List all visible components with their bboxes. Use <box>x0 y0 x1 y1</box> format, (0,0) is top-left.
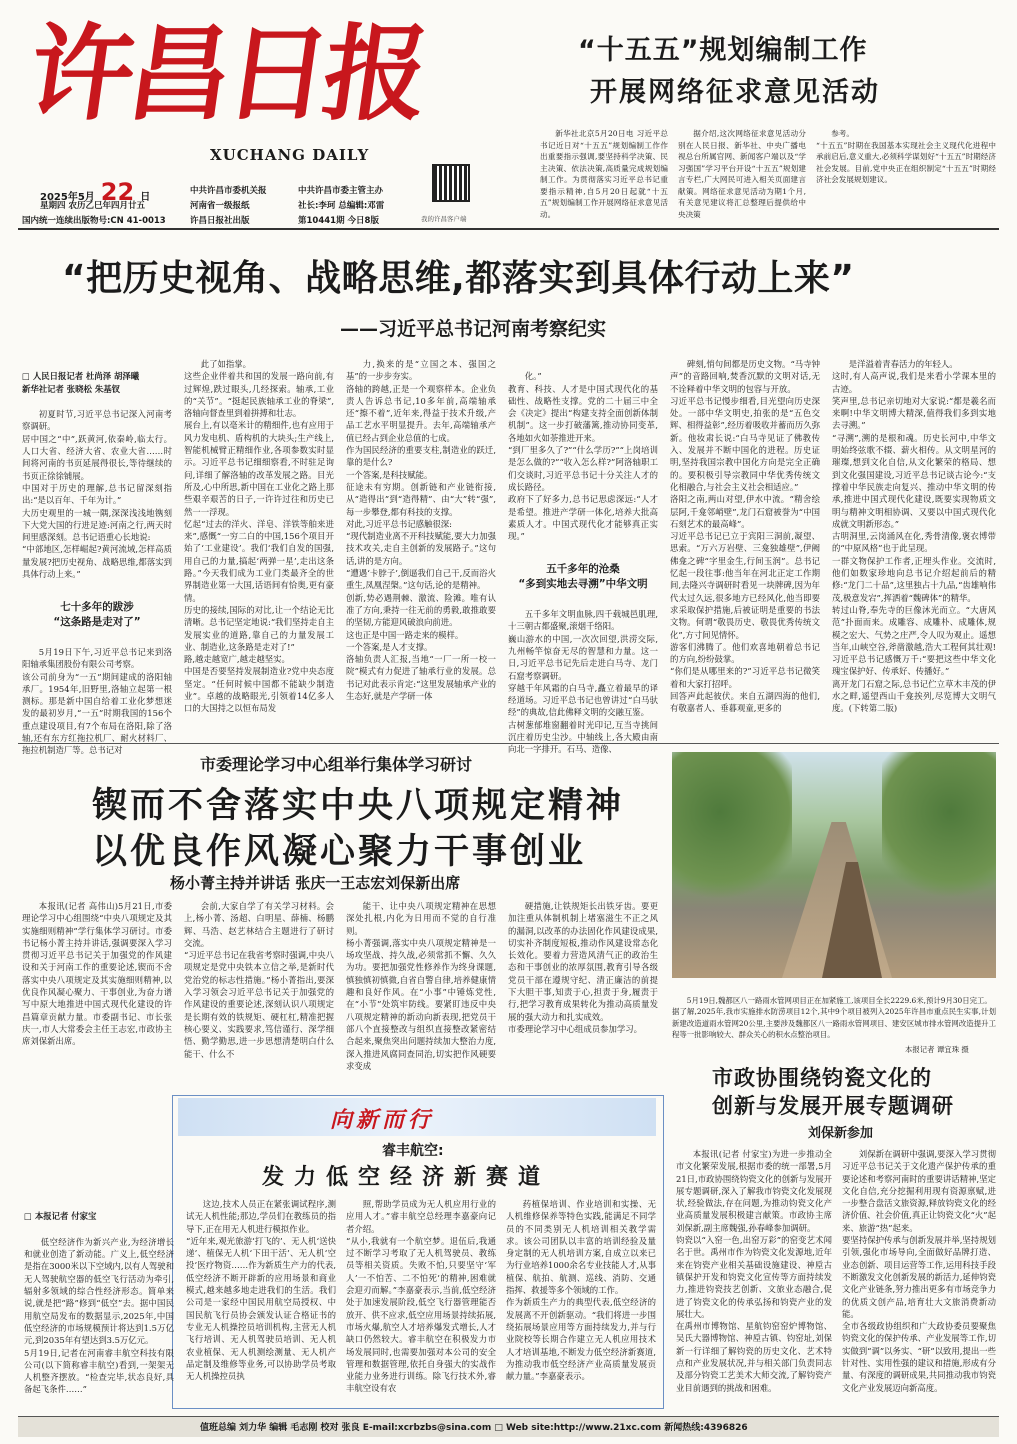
date-suffix: 日 <box>140 192 151 203</box>
ceramics-title-2: 创新与发展开展专题调研 <box>712 1094 954 1118</box>
study-col-4 <box>508 900 658 1080</box>
aviation-banner-text: 向新而行 <box>330 1108 435 1133</box>
aviation-banner <box>178 1098 656 1136</box>
aviation-company: 睿丰航空: <box>382 1143 444 1159</box>
sponsor-org: 中共许昌市委主管主办 <box>298 186 384 196</box>
aviation-col-1 <box>24 1198 174 1408</box>
qr-code[interactable] <box>432 164 470 202</box>
date-prefix: 2025年5月 <box>40 192 95 203</box>
lead-col-1 <box>22 358 172 756</box>
footer-text: 值班总编 刘力华 编辑 毛志刚 校对 张良 E-mail:xcrbzbs@sina.com □ Web site:http://www.21xc.com 新闻热线:4396826 <box>200 1423 748 1433</box>
photo-credit: 本报记者 谭宜珠 摄 <box>905 1045 969 1054</box>
ceramics-subtitle: 刘保新参加 <box>808 1126 874 1141</box>
qr-caption: 我的许昌客户端 <box>421 215 467 223</box>
photo-trees-right <box>882 752 996 902</box>
lead-text-1: 初夏时节,习近平总书记深入河南考察调研。 居中国之“中”,跃黄河,依秦岭,临太行。人口大省、经济大省、农业大省……时间将河南的书页延展得很长,等待继续的书页正徐徐铺展。 中国对于历史的理解,总书记留深刻指出:“是以百年、千年为计。” 大历史观里的一城一隅,深深浅浅地镌刻下大党大国的行进足迹:河南之行,两天时间里感深刻。总书记语重心长地说: “中部地区,怎样崛起?黄河流域,怎样高质量发展?把历史视角、战略思维,都落实到具体行动上来。” <box>22 409 172 580</box>
ceramics-title-1: 市政协围绕钧瓷文化的 <box>712 1066 932 1090</box>
lead-text-3: 力,换来的是“立国之本、强国之基”的一步步夯实。 洛轴的跨越,正是一个观察样本。企业负责人告诉总书记,10多年前,高端轴承还“擦不着”,近年来,得益于技术升级,产品工艺水平明显提升。去年,高端轴承产值已经占到企业总值的七成。 作为国民经济的重要支柱,制造业的跃迁,靠的是什么? 一个答案,是科技赋能。 征途未有穷期。创新链和产业链衔接,从“造得出”到“造得精”、由“大”转“强”,每一步攀登,都有科技的支撑。 对此,习近平总书记感触很深: “现代制造业离不开科技赋能,要大力加强技术攻关,走自主创新的发展路子。”这句话,讲的是方向。 “遭遇‘卡脖子’,倒逼我们自己干,反而浴火重生,凤凰涅槃。”这句话,论的是精神。 创新,势必遇荆棘、激流、险滩。唯有认准了方向,秉持一往无前的勇毅,敢推敢要的坚韧,方能迎风破浪向前进。 这也正是中国一路走来的模样。 一个答案,是人才支撑。 洛轴负责人汇报,当地“一厂一所一校一院”模式有力促进了轴承行业的发展。总书记对此表示肯定:“这里发展轴承产业的生态好,就是产学研一体 <box>346 359 496 702</box>
lead-text-6: 是洋溢着青春活力的年轻人。 这时,有人高声说,我们是来看小学课本里的古迹。 笑声里,总书记亲切地对大家说:“都是羲名而来啊!中华文明博大精深,值得我们多到实地去寻溯。” “寻溯”,溯的是根和魂。历史长河中,中华文明始终弦歌不辍、薪火相传。从文明星河的璀璨,想到文化自信,从文化繁荣的格局、想到文化强国建设,习近平总书记谈古论今:“支撑着中华民族走向复兴、推动中华文明的传承,推进中国式现代化建设,既要实现物质文明与精神文明相协调、又要以中国式现代化成就文明新形态。” 古明洞里,云岗涌风在化,秀骨清像,褒衣博带的“中原风格”也于此呈现。 一群文物保护工作者,正埋头作业。交流时,他们如数家珍地向总书记介绍起前后的精修:“龙门二十品”,这里独占十九品,“齿雄响伟茂,极意发宕”,挥洒着“魏碑体”的精华。 转过山脊,奉先寺的巨像沐光而立。“大唐风范”扑面而来。成雕容、成雕朴、成雕体,规模之宏大、气势之庄严,令人叹为观止。遥想当年,山峡空谷,斧凿激越,浩大工程何其壮观!习近平总书记感慨万千:“要把这些中华文化瑰宝保护好、传承好、传播好。” 离开龙门石窟之际,总书记伫立草木丰茂的伊水之畔,遥望西山千龛挨列,尽览博大文明气度。(下转第二版) <box>832 359 996 714</box>
lead-col-3 <box>346 358 496 738</box>
lead-text-2: 此了如指掌。 这些企业伴着共和国的发展一路向前,有过辉煌,跌过眼头,几经探索。轴承,工业的“关节”。“挺起民族轴承工业的脊梁”,洛轴向督查里到着拼搏和壮志。 展台上,有以毫米计的精细件,也有应用于风力发电机、盾构机的大块头;生产线上,智能机械臂正精细作业,各项参数实时显示。习近平总书记细细察看,不时驻足询问,详细了解洛轴的改革发展之路。目光所及,心中所思,新中国在工业化之路上那些艰辛艰苦的日子,一许许过往和历史已然一一浮现。 忆起“过去的洋火、洋皂、洋铁等舶来进来”,感慨“一穷二白的中国,156个项目开始了‘工业建设’。我们‘我们自发的国强,用自己的力量,搞起‘两弹一星’,走出这条路。”今天我们成为工业门类最齐全的世界制造业第一大国,话语间有恰奥,更有豪情。 历史的接续,国际的对比,让一个结论无比清晰。总书记坚定地说:“我们坚持走自主发展实业的道路,靠自己的力量发展工业、制造业,这条路是走对了!” 路,越走越宽广,越走越坚实。 中国是否要坚持发展制造业?党中央态度坚定。“任何时候中国都不能缺少制造业”。卓越的战略眼光,引领着14亿多人口的大国持之以恒布局发 <box>184 359 334 714</box>
study-col-3 <box>346 900 496 1080</box>
aviation-title: 发力低空经济新赛道 <box>262 1165 551 1190</box>
aviation-col-2 <box>186 1198 336 1408</box>
top-story-title-1: “十五五”规划编制工作 <box>578 35 868 66</box>
masthead-rule <box>18 228 999 230</box>
study-title-2: 以优良作风凝心聚力干事创业 <box>92 832 587 872</box>
aviation-text-2: 这边,技术人员正在紧张调试程序,测试无人机性能;那边,学员们在教练员的指导下,正在用无人机进行模拟作业。 “近年来,观光旅游‘打飞的’、无人机‘送快递’、植保无人机‘下田干活’、无人机‘空投’医疗物资……作为新质生产力的代表,低空经济不断开辟新的应用场景和商业模式,越来越多地走进我们的生活。我们公司是一家经中国民用航空局授权、中国民航飞行员协会颁发认证合格证书的专业无人机操控员培训机构,主营无人机飞行培训、无人机驾驶员培训、无人机农业植保、无人机测绘测量、无人机产品定制及维修等业务,可以协助学员考取无人机操控员执 <box>186 1199 336 1382</box>
ceramics-col-1 <box>676 1148 832 1410</box>
lead-text-1b: 5月19日下午,习近平总书记来到洛阳轴承集团股份有限公司考察。 该公司前身为“一五”期间建成的洛阳轴承厂。1954年,旧野里,洛轴立起第一根测标。那是新中国自给着工业化梦想迷发的最初岁月,“一五”时期我国的156个重点建设项目,有7个布局在洛阳,除了洛轴,还有东方红拖拉机厂、耐火材料厂、拖拉机制造厂等。总书记对 <box>22 646 172 756</box>
aviation-text-3: 照,帮助学员成为无人机应用行业的应用人才。”睿丰航空总经理李嘉豪向记者介绍。 “从小,我就有一个航空梦。退伍后,我通过不断学习考取了无人机驾驶员、教练员等相关资质。失败不怕,只要坚守‘军人’一不怕苦、二不怕死’的精神,困难就会迎刃而解。”李嘉豪表示,当前,低空经济处于加速发展阶段,低空飞行器管理能否放开、供不应求,低空应用场景持续拓展,市场火爆,航空人才培养爆发式增长,人才缺口仍然较大。睿丰航空在积极发力市场发展同时,也需要加强对本公司的安全管理和数据管理,依托自身强大的实战作业能力业务进行训练。除飞行技术外,睿丰航空设有农 <box>346 1199 496 1394</box>
study-text-4: 硬措施,让铁规矩长出铁牙齿。要更加注重从体制机制上堵塞滋生不正之风的漏洞,以改革的办法固化作风建设成果,切实补齐制度短板,推动作风建设常态化长效化。要着力营造风清气正的政治生态和干事创业的浓厚氛围,教育引导各级党员干部在遵规守纪、清正廉洁的前提下大胆干事,知责于心,担责于身,履责于行,把学习教育成果转化为推动高质量发展的强大动力和扎实成效。 市委理论学习中心组成员参加学习。 <box>508 901 658 1034</box>
newspaper-logo: 许昌日报 <box>21 12 431 135</box>
study-subtitle: 杨小菁主持并讲话 张庆一王志宏刘保新出席 <box>170 874 461 892</box>
aviation-col-3 <box>346 1198 496 1408</box>
date-day: 22 <box>100 178 135 206</box>
lead-subhead-1: 七十多年的跋涉 “这条路是走对了” <box>53 600 141 628</box>
study-kicker: 市委理论学习中心组举行集体学习研讨 <box>200 755 473 774</box>
aviation-text-4: 药植保培训、作业培训和实操、无人机维修保养等特色实践,能满足不同学员的不同类别无人机培训相关教学需求。该公司团队以丰富的培训经验及量身定制的无人机培训方案,自成立以来已为行业培养1000余名专业技能人才,从事植保、航拍、航测、巡线、消防、交通指挥、救援等多个领域的工作。 作为新质生产力的典型代表,低空经济的发展离不开创新驱动。“我们将进一步围绕拓展场景应用等方面持续发力,并与行业院校等长期合作建立无人机应用技术人才培训基地,不断发力低空经济新赛道,为推动我市低空经济产业高质量发展贡献力量。”李嘉豪表示。 <box>506 1199 656 1382</box>
aviation-text-1: 低空经济作为新兴产业,为经济增长和就业创造了新动能。广义上,低空经济是指在3000米以下空域内,以有人驾驶和无人驾驶航空器的低空飞行活动为牵引,辐射多领域的综合性经济形态。简单来说,就是把“路”修到“低空”去。据中国民用航空局发布的数据显示,2025年,中国低空经济的市场规模预计将达到1.5万亿元,到2035年有望达到3.5万亿元。 5月19日,记者在河南睿丰航空科技有限公司(以下简称睿丰航空)看到,一架架无人机整齐摆放。“检查完毕,状态良好,具备起飞条件……” <box>24 1236 174 1395</box>
study-col-2 <box>184 900 334 1080</box>
ceramics-text-1: 本报讯(记者 付家宝)为进一步推动全市文化繁荣发展,根据市委的统一部署,5月21日,市政协围绕钧瓷文化的创新与发展开展专题调研,深入了解我市钧瓷文化发展现状,经验做法,存在问题,为推动钧瓷文化产业高质量发展积极建言献策。市政协主席刘保新,副主席魏强,孙春峰参加调研。 钧瓷以“入窑一色,出窑万彩”的窑变艺术闻名于世。禹州市作为钧瓷文化发源地,近年来在钧瓷产业相关基础设施建设、神垕古镇保护开发和钧瓷文化宣传等方面持续发力,推进钧瓷技艺创新、文旅业态融合,促进了钧瓷文化的传承弘扬和钧瓷产业的发展壮大。 在禹州市博物馆、星航钧窑窑炉博物馆、吴氏大器博物馆、神垕古镇、钧窑址,刘保新一行详细了解钧瓷的历史文化、艺术特点和产业发展状况,并与相关部门负责同志及部分钧瓷工艺美术大师交流,了解钧瓷产业目前遇到的挑战和困难。 <box>676 1149 832 1393</box>
weekday-lunar: 星期四 农历乙巳年四月廿五 <box>40 201 145 211</box>
logo-pinyin: XUCHANG DAILY <box>210 146 370 164</box>
editors-line: 社长:李珂 总编辑:邓雷 <box>298 201 385 211</box>
lead-col-4 <box>508 358 658 755</box>
top-story-title-2: 开展网络征求意见活动 <box>590 77 880 108</box>
publisher-name: 许昌日报社出版 <box>190 216 250 226</box>
lead-text-5: 碑刻,悄句间都是历史文物。“马寺钟声”的音路回响,焚香沉默的文明对话,无不诠释着中华文明的包容与开放。 习近平总书记慢步细看,目光望向历史深处。一部中华文明史,拍张的是“五色交辉、相得益彰”,经历着吸收并蓄而历久弥新。他妆肃长说:“白马寺见证了佛教传入、发展并不断中国化的进程。历史证明,坚持我国宗教中国化方向是完全正确的。要积极引导宗教同中华优秀传统文化相融合,与社会主义社会相适应。” 洛阳之南,两山对望,伊水中流。“精舍绘层阿,千龛邻峭壁”,龙门石窟被誉为“中国石刻艺术的最高峰”。 习近平总书记已立于宾阳三洞前,凝望、思索。“万六万岩壁、三龛独雄壁”,伊阙佛龛之碑“字里金生,行间玉润”。总书记忆起一段往事:他当年在河北正定工作期间,去隆兴寺调研时看见一块牌碑,因为年代太过久远,很多地方已经风化,他当即要求采取保护措施,后被证明是重要的书法文物。何谓“敬畏历史、敬畏优秀传统文化”,方寸间见情怀。 游客们沸腾了。他们欢喜地朝着总书记的方向,纷纷鼓掌。 “你们是从哪里来的?”习近平总书记微笑着和大家打招呼。 回答声此起彼伏。来自五湖四海的他们,有敬嘉者人、垂暮观童,更多的 <box>670 359 820 714</box>
study-text-1: 本报讯(记者 高伟山)5月21日,市委理论学习中心组围绕“中央八项规定及其实施细则精神”学行集体学习研讨。市委书记杨小菁主持并讲话,强调要深入学习贯彻习近平总书记关于加强党的作风建设和关于河南工作的重要论述,锲而不舍落实中央八项规定及其实施细则精神,以优良作风凝心聚力、干事创业,为奋力谱写中原大地推进中国式现代化建设的许昌篇章贡献力量。市委副书记、市长张庆一,市人大常委会主任王志宏,市政协主席刘保新出席。 <box>22 901 172 1047</box>
issue-number: 第10441期 今日8版 <box>298 216 379 226</box>
news-photo-drainage-works <box>672 752 996 978</box>
lead-col-5 <box>670 358 820 738</box>
top-story-col-1 <box>540 128 668 218</box>
study-text-3: 能干、让中央八项规定精神在思想深处扎根,内化为日用而不觉的自行准则。 杨小菁强调,落实中央八项规定精神是一场攻坚战、持久战,必须常抓不懈、久久为功。要把加强党性修养作为终身课题,慎独慎初慎微,自省自警自律,培养健康情趣和良好作风。在“小事”中锤炼党性,在“小节”处筑牢防线。要紧盯违反中央八项规定精神的新动向新表现,把党员干部八个直接整改与组织直接整改紧密结合起来,聚焦突出问题持续加大整治力度,深入推进风腐同查同治,切实把作风硬要求变成 <box>346 901 496 1071</box>
top-story-col-2 <box>678 128 806 218</box>
top-story-text-3: 参考。 “十五五”时期在我国基本实现社会主义现代化进程中承前启后,意义重大,必须科学谋划好“十五五”时期经济社会发展。目前,党中央正在组织制定“十五五”时期经济社会发展规划建议。 <box>816 129 996 184</box>
lead-subtitle: ——习近平总书记河南考察纪实 <box>340 318 607 340</box>
lead-bottom-rule <box>18 743 999 744</box>
photo-caption <box>672 983 996 1053</box>
publisher-org: 中共许昌市委机关报 <box>190 186 267 196</box>
footer-bar <box>18 1416 999 1437</box>
aviation-col-4 <box>506 1198 656 1408</box>
ceramics-text-2: 刘保新在调研中强调,要深入学习贯彻习近平总书记关于文化遗产保护传承的重要论述和考察河南时的重要讲话精神,坚定文化自信,充分挖掘利用现有资源禀赋,进一步整合盘活文旅资源,释放钧瓷文化的经济价值、社会价值,真正让钧瓷文化“火”起来、旅游“热”起来。 要坚持保护传承与创新发展并举,坚持规划引领,强化市场导向,全面做好品牌打造、业态创新、项目运营等工作,运用科技手段不断激发文化创新发展的新活力,延伸钧瓷文化产业链条,努力推出更多有市场竞争力的优质文创产品,培育壮大文旅消费新动能。 全市各级政协组织和广大政协委员要聚焦钧瓷文化的保护传承、产业发展等工作,切实做到“调”以务实、“研”以致用,提出一些针对性、实用性强的建议和措施,形成有分量、有深度的调研成果,共同推动我市钧瓷文化产业发展迈向新高度。 <box>842 1149 996 1393</box>
top-story-text-2: 据介绍,这次网络征求意见活动分别在人民日报、新华社、中央广播电视总台所属官网、新闻客户端以及“学习强国”学习平台开设“十五五”规划建言专栏,广大网民可进入相关页面建言献策。网络征求意见活动为期1个月,有关意见建议将汇总整理后提供给中央决策 <box>678 129 806 219</box>
study-col-1 <box>22 900 172 1080</box>
ceramics-col-2 <box>842 1148 996 1410</box>
lead-col-2 <box>184 358 334 738</box>
study-title-1: 锲而不舍落实中央八项规定精神 <box>92 786 625 826</box>
study-text-2: 会前,大家自学了有关学习材料。会上,杨小菁、汤超、白明星、薛楠、杨鹏辉、马浩、赵艺林结合主题进行了研讨交流。 “习近平总书记在我省考察时强调,中央八项规定是党中央铁本立信之举,是新时代党治党的标志性措施。”杨小菁指出,要深入学习领会习近平总书记关于加强党的作风建设的重要论述,深刻认识八项规定是长期有效的铁规矩、硬杠杠,精准把握核心要义、实践要求,笃信谨行、深学细悟、勤学勤思,进一步思想清楚明白什么能干、什么不 <box>184 901 334 1059</box>
lead-title: “把历史视角、战略思维,都落实到具体行动上来” <box>62 258 855 299</box>
photo-caption-text: 5月19日,魏都区八一路雨水管网项目正在加紧施工,该项目全长2229.6米,预计9月30日完工。 据了解,2025年,我市实施排水防涝项目12个,其中9个项目被列入2025年许昌市重点民生实事,计划新建改造道雨水管网20公里,主要涉及魏都区八一路雨水管网项目、建安区城市排水管网改造提升工程等一批影响较大、群众关心的积水点整治项目。 <box>672 995 996 1040</box>
lead-text-4: 化。” 教育、科技、人才是中国式现代化的基础性、战略性支撑。党的二十届三中全会《决定》提出“构建支持全面创新体制机制”。这一步打破藩篱,推动协同变革,各地如火如荼推进开来。 “到厂里多久了?”“什么学历?”“上岗培训是怎么做的?”“收入怎么样?”阿洛轴职工们交谈时,习近平总书记十分关注人才的成长路径。 政府下了好多力,总书记思虑深远:“人才是希望。推进产学研一体化,培养大批高素质人才。中国式现代化才能够真正实现。” <box>508 371 658 542</box>
cn-number: 国内统一连续出版物号:CN 41-0013 <box>22 216 166 226</box>
aviation-byline: □ 本报记者 付家宝 <box>24 1211 97 1222</box>
lead-col-6 <box>832 358 996 738</box>
lead-byline: □ 人民日报记者 杜尚泽 胡泽曦 新华社记者 张晓松 朱基钗 <box>22 371 140 394</box>
publisher-grade: 河南省一级报纸 <box>190 201 250 211</box>
top-story-text-1: 新华社北京5月20日电 习近平总书记近日对“十五五”规划编制工作作出重要指示强调,要坚持科学决策、民主决策、依法决策,高质量完成规划编制工作。为贯彻落实习近平总书记重要指示精神,自5月20日起就“十五五”规划编制工作开展网络征求意见活动。 <box>540 129 668 219</box>
lead-subhead-2: 五千多年的沧桑 “多到实地去寻溯”中华文明 <box>518 562 648 590</box>
lead-text-4b: 五千多年文明血脉,四千载城邑肌理,十三朝古都盛聚,滚烟千络阳。 巍山游水的中国,一次次回望,洪涝交际,九州畅竿惊奋无尽的智慧和力量。这一日,习近平总书记先后走进白马寺、龙门石窟考察调研。 穿越千年风霜的白马寺,矗立着最早的译经道场。习近平总书记也曾讲过“白马驮经”的典故,信此佛释文明的交融互鉴。 古树葱郁堆窗翻着时光印记,互当寺挑间沉庄着历史尘沙。中轴线上,各大殿由南向北一字排开。石马、造像、 <box>508 609 658 755</box>
photo-trees-left <box>672 752 792 902</box>
top-story-col-3 <box>816 128 996 218</box>
sponsor-block <box>298 184 428 229</box>
